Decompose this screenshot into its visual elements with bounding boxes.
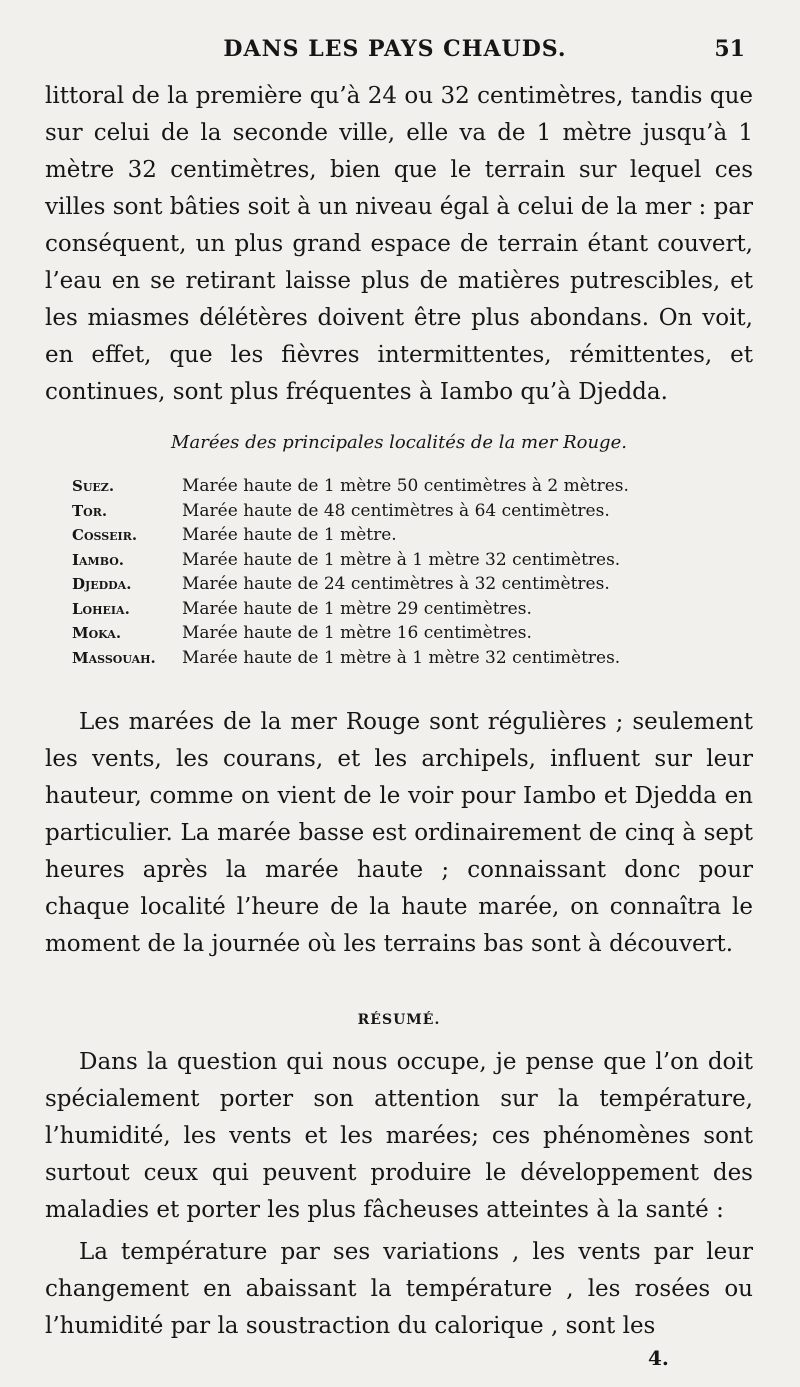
running-title: DANS LES PAYS CHAUDS. [223,36,567,62]
paragraph-temperature: La température par ses variations , les vents par leur changement en abaissant la température , les rosées ou l’humidité par la soustraction du calorique , sont les [45,1239,753,1339]
tide-text: Marée haute de 1 mètre 29 centimètres. [182,598,532,619]
section-heading: RÉSUMÉ. [357,1012,441,1028]
place-name: Tor. [72,501,108,520]
table-row [72,499,752,524]
paragraph-marees: Les marées de la mer Rouge sont régulières ; seulement les vents, les courans, et les archipels, influent sur leur hauteur, comme on vient de le voir pour Iambo et Djedda en particulier. La marée basse est ordinairement de cinq à sept heures après la marée haute ; connaissant donc pour chaque localité l’heure de la haute marée, on connaîtra le moment de la journée où les terrains bas sont à découvert. [45,709,753,957]
tide-text: Marée haute de 1 mètre à 1 mètre 32 centimètres. [182,647,621,668]
tide-text: Marée haute de 48 centimètres à 64 centimètres. [182,500,610,521]
place-name: Djedda. [72,575,132,593]
tide-text: Marée haute de 1 mètre 50 centimètres à 2 mètres. [182,476,629,496]
table-row [72,597,752,622]
table-row [72,523,752,548]
table-row [72,572,752,597]
table-row [72,548,752,573]
tide-text: Marée haute de 1 mètre 16 centimètres. [182,623,532,643]
page-number: 51 [714,36,745,62]
signature-mark: 4. [648,1346,669,1370]
tide-text: Marée haute de 24 centimètres à 32 centimètres. [182,574,610,594]
place-name: Massouah. [72,648,156,667]
table-row [72,646,752,671]
place-name: Cosseir. [72,526,138,544]
table-row [72,621,752,646]
place-name: Iambo. [72,550,125,569]
table-row [72,474,752,499]
paragraph-question: Dans la question qui nous occupe, je pense que l’on doit spécialement porter son attention sur la température, l’humidité, les vents et les marées; ces phénomènes sont surtout ceux qui peuvent produire le développement des maladies et porter les plus fâcheuses atteintes à la santé : [45,1049,753,1223]
running-header [45,36,745,70]
place-name: Loheia. [72,599,130,618]
table-caption: Marées des principales localités de la mer Rouge. [171,432,627,453]
paragraph-littoral: littoral de la première qu’à 24 ou 32 centimètres, tandis que sur celui de la seconde ville, elle va de 1 mètre jusqu’à 1 mètre 32 centimètres, bien que le terrain sur lequel ces villes sont bâties soit à un niveau égal à celui de la mer : par conséquent, un plus grand espace de terrain étant couvert, l’eau en se retirant laisse plus de matières putrescibles, et les miasmes délétères doivent être plus abondans. On voit, en effet, que les fièvres intermittentes, rémittentes, et continues, sont plus fréquentes à Iambo qu’à Djedda. [45,83,754,405]
tide-text: Marée haute de 1 mètre à 1 mètre 32 centimètres. [182,549,621,570]
tide-text: Marée haute de 1 mètre. [182,525,397,545]
tide-table [72,474,752,670]
place-name: Suez. [72,477,115,495]
place-name: Moka. [72,624,122,642]
